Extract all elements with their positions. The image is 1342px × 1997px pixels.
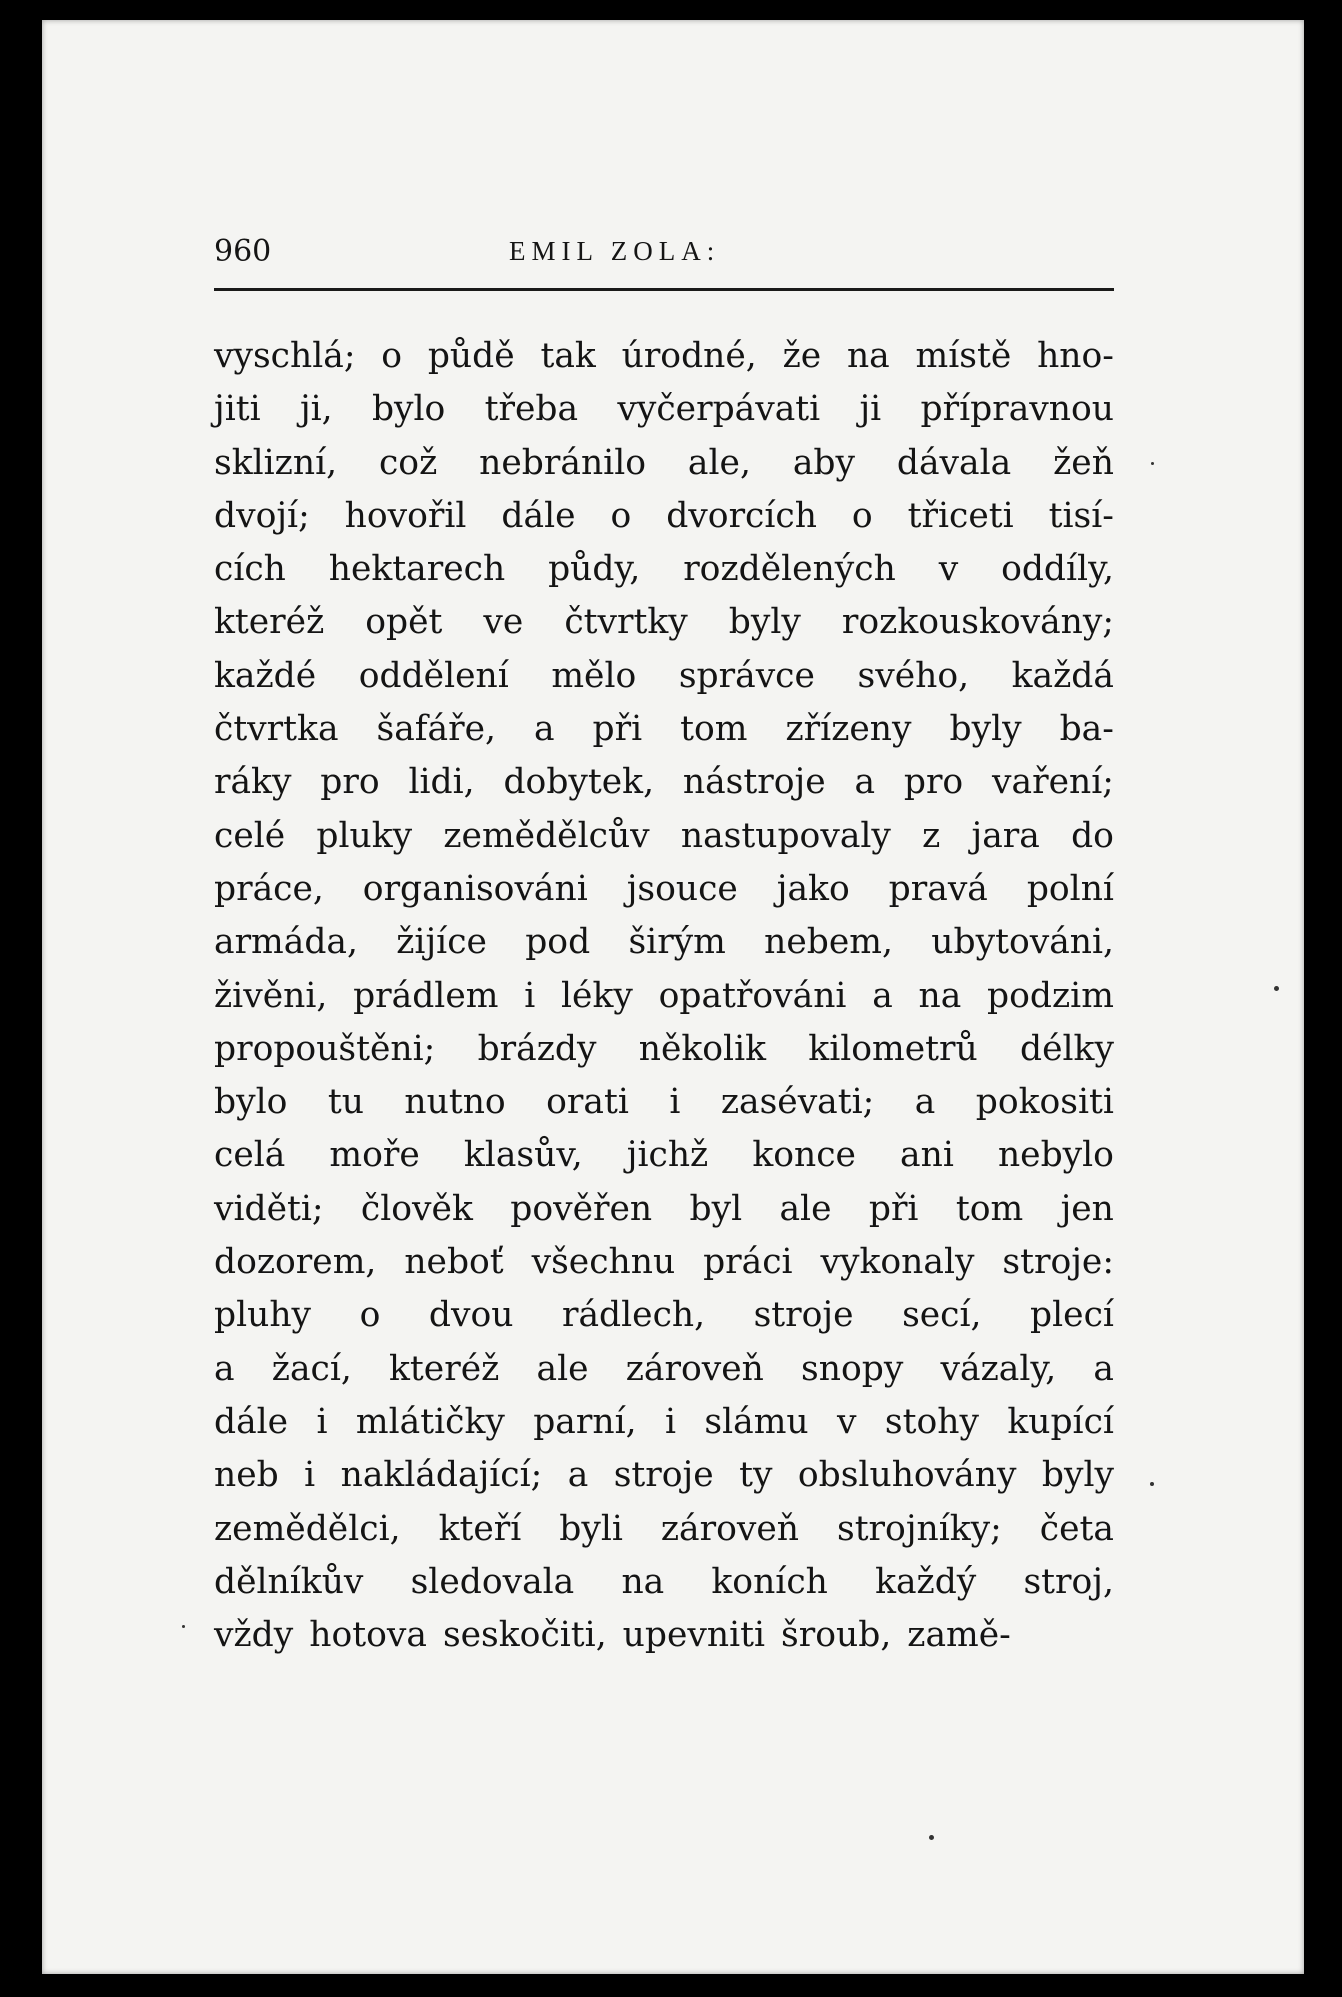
text-line: armáda, žijíce pod širým nebem, ubytováni,: [214, 922, 1114, 963]
text-line: kteréž opět ve čtvrtky byly rozkouskovány;: [214, 602, 1114, 643]
body-text: [214, 330, 1114, 1662]
text-line: čtvrtka šafáře, a při tom zřízeny byly ba-: [214, 709, 1114, 750]
text-line: neb i nakládající; a stroje ty obsluhovány byly: [214, 1455, 1114, 1496]
text-line: každé oddělení mělo správce svého, každá: [214, 655, 1114, 696]
text-line: cích hektarech půdy, rozdělených v oddíly,: [214, 549, 1114, 590]
text-line: jiti ji, bylo třeba vyčerpávati ji přípravnou: [214, 389, 1114, 430]
text-line: vyschlá; o půdě tak úrodné, že na místě hno-: [214, 336, 1114, 376]
text-line: propouštěni; brázdy několik kilometrů délky: [214, 1028, 1114, 1069]
paper-speck: [182, 1625, 185, 1628]
page-number: 960: [214, 234, 272, 269]
paper-speck: [929, 1835, 934, 1840]
text-line: celá moře klasův, jichž konce ani nebylo: [214, 1135, 1114, 1176]
text-line: ráky pro lidi, dobytek, nástroje a pro vaření;: [214, 762, 1114, 803]
running-head: EMIL ZOLA:: [509, 236, 721, 266]
text-line: a žací, kteréž ale zároveň snopy vázaly, a: [214, 1348, 1114, 1389]
text-line: pluhy o dvou rádlech, stroje secí, plecí: [214, 1295, 1114, 1336]
text-line: dozorem, neboť všechnu práci vykonaly stroje:: [214, 1242, 1114, 1283]
text-line: dále i mlátičky parní, i slámu v stohy kupící: [214, 1401, 1114, 1442]
text-line: vždy hotova seskočiti, upevniti šroub, zamě-: [214, 1615, 1011, 1656]
text-line: práce, organisováni jsouce jako pravá polní: [214, 868, 1114, 909]
text-line: živěni, prádlem i léky opatřováni a na podzim: [214, 975, 1114, 1016]
text-line: celé pluky zemědělcův nastupovaly z jara do: [214, 815, 1114, 856]
text-line: dvojí; hovořil dále o dvorcích o třiceti tisí-: [214, 495, 1114, 536]
page-header: [214, 216, 1114, 269]
text-line: viděti; člověk pověřen byl ale při tom jen: [214, 1188, 1114, 1229]
text-line: sklizní, což nebránilo ale, aby dávala žeň: [214, 442, 1114, 483]
paper-speck: [1150, 1482, 1154, 1486]
text-line: bylo tu nutno orati i zasévati; a pokositi: [214, 1082, 1114, 1123]
paper-speck: [1274, 986, 1279, 991]
header-rule: [214, 288, 1114, 291]
text-line: zemědělci, kteří byli zároveň strojníky; četa: [214, 1508, 1114, 1549]
text-line: dělníkův sledovala na koních každý stroj,: [214, 1561, 1114, 1602]
paper-speck: [1151, 462, 1154, 465]
